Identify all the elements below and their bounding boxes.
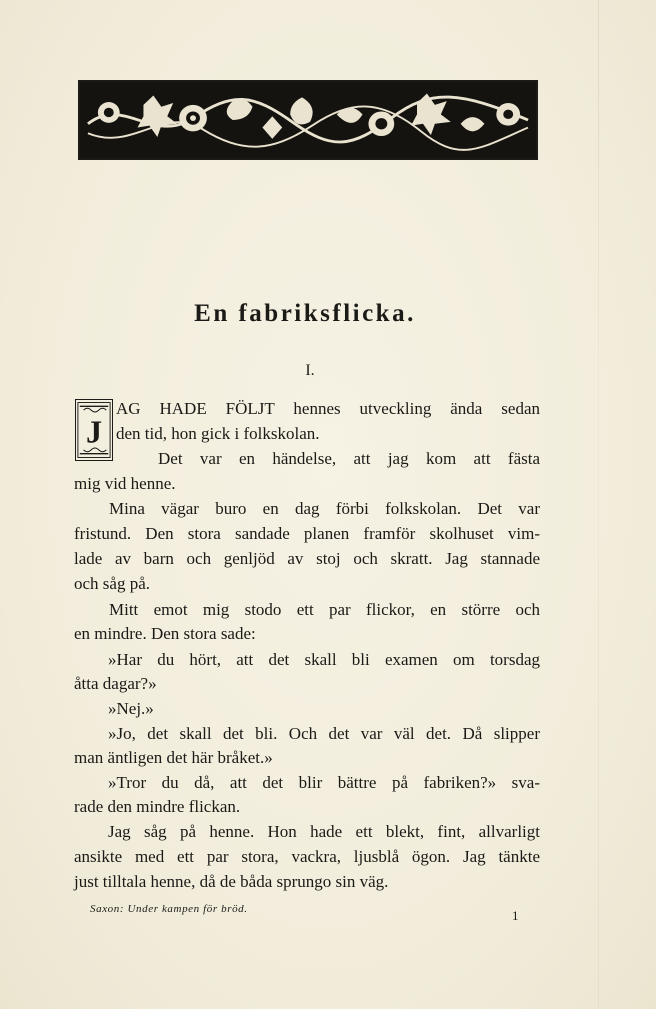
text-line: Det var en händelse, att jag kom att fästa [158,449,540,468]
text-line: AG HADE FÖLJT hennes utveckling ända sedan [116,399,540,418]
text-line: ansikte med ett par stora, vackra, ljusblå ögon. Jag tänkte [74,847,540,866]
text-line: man äntligen det här bråket.» [74,748,273,767]
page-fold-line [598,0,599,1009]
drop-cap [75,399,113,461]
text-line: en mindre. Den stora sade: [74,624,256,643]
text-line: »Har du hört, att det skall bli examen om torsdag [108,650,540,669]
text-line: just tilltala henne, då de båda sprungo sin väg. [74,872,389,891]
book-signature: Saxon: Under kampen för bröd. [90,903,248,915]
text-line: Mitt emot mig stodo ett par flickor, en större och [109,600,540,619]
text-line: »Jo, det skall det bli. Och det var väl det. Då slipper [108,724,540,743]
text-line: fristund. Den stora sandade planen framför skolhuset vim- [74,524,540,543]
page-number: 1 [512,908,519,923]
text-line: rade den mindre flickan. [74,797,241,816]
text-line: »Tror du då, att det blir bättre på fabriken?» sva- [108,773,540,792]
drop-cap-letter: J [85,413,103,450]
text-line: lade av barn och genljöd av stoj och skratt. Jag stannade [74,549,540,568]
text-line: och såg på. [74,574,151,593]
chapter-number: I. [305,362,315,379]
vine-ornament-icon [84,86,532,154]
text-line: den tid, hon gick i folkskolan. [116,424,320,443]
text-line: åtta dagar?» [74,674,157,693]
text-line: mig vid henne. [74,474,176,493]
text-line: Mina vägar buro en dag förbi folkskolan. Det var [109,499,540,518]
ornamental-headpiece [78,80,538,160]
text-line: Jag såg på henne. Hon hade ett blekt, fint, allvarligt [108,822,540,841]
drop-cap-j-icon [76,400,112,460]
page-title: En fabriksflicka. [194,300,416,327]
text-line: »Nej.» [108,699,154,718]
